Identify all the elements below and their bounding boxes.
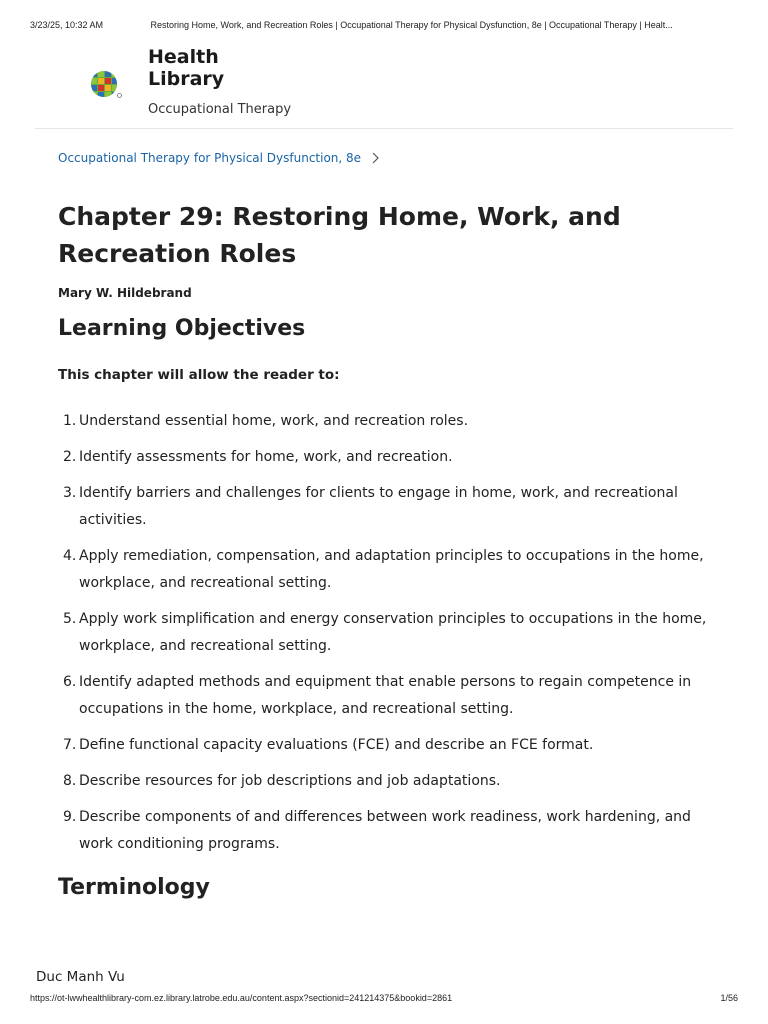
objective-item [58, 606, 718, 660]
objective-item [58, 480, 718, 534]
objective-number: 9. [63, 809, 77, 825]
health-library-logo[interactable] [90, 68, 122, 105]
objective-text: Define functional capacity evaluations (FCE) and describe an FCE format. [79, 737, 594, 753]
print-page-title: Restoring Home, Work, and Recreation Roles | Occupational Therapy for Physical Dysfunction, 8e | Occupational Therapy | Healt... [150, 20, 673, 30]
objective-text: Describe resources for job descriptions and job adaptations. [79, 773, 501, 789]
chevron-right-icon [371, 152, 379, 164]
objective-number: 2. [63, 449, 77, 465]
footer-page-number: 1/56 [720, 993, 738, 1003]
header-divider [35, 128, 733, 129]
objective-text: Understand essential home, work, and recreation roles. [79, 413, 469, 429]
learning-objectives-heading: Learning Objectives [58, 316, 306, 341]
objective-text: Identify barriers and challenges for clients to engage in home, work, and recreational activities. [79, 485, 678, 528]
breadcrumb-book-link[interactable] [58, 151, 379, 165]
footer-url: https://ot-lwwhealthlibrary-com.ez.library.latrobe.edu.au/content.aspx?sectionid=241214375&bookid=2861 [30, 993, 453, 1003]
objective-text: Apply remediation, compensation, and adaptation principles to occupations in the home, workplace, and recreational setting. [79, 548, 704, 591]
objectives-list [58, 408, 718, 867]
objective-number: 5. [63, 611, 77, 627]
chapter-title: Chapter 29: Restoring Home, Work, and Recreation Roles [58, 202, 621, 268]
globe-logo-icon [90, 68, 122, 100]
objective-item [58, 669, 718, 723]
objective-text: Apply work simplification and energy conservation principles to occupations in the home, workplace, and recreational setting. [79, 611, 707, 654]
objective-item [58, 543, 718, 597]
objective-text: Describe components of and differences between work readiness, work hardening, and work conditioning programs. [79, 809, 691, 852]
objective-item [58, 408, 718, 435]
objective-item [58, 732, 718, 759]
chapter-author[interactable]: Mary W. Hildebrand [58, 286, 192, 300]
objective-item [58, 768, 718, 795]
objective-number: 6. [63, 674, 77, 690]
print-header [30, 20, 740, 30]
objective-number: 1. [63, 413, 77, 429]
brand [148, 46, 292, 117]
brand-subtitle: Occupational Therapy [148, 102, 292, 117]
objective-number: 8. [63, 773, 77, 789]
objective-text: Identify assessments for home, work, and recreation. [79, 449, 453, 465]
breadcrumb-label: Occupational Therapy for Physical Dysfunction, 8e [58, 151, 362, 165]
objective-item [58, 804, 718, 858]
objective-item [58, 444, 718, 471]
footer-user-name: Duc Manh Vu [36, 969, 125, 985]
objective-number: 7. [63, 737, 77, 753]
brand-name[interactable]: Health Library [148, 46, 225, 90]
objectives-intro: This chapter will allow the reader to: [58, 367, 340, 383]
print-datetime: 3/23/25, 10:32 AM [30, 20, 104, 30]
objective-number: 4. [63, 548, 77, 564]
objective-text: Identify adapted methods and equipment that enable persons to regain competence in occupations in the home, workplace, and recreational setting. [79, 674, 692, 717]
objective-number: 3. [63, 485, 77, 501]
terminology-heading: Terminology [58, 875, 210, 900]
